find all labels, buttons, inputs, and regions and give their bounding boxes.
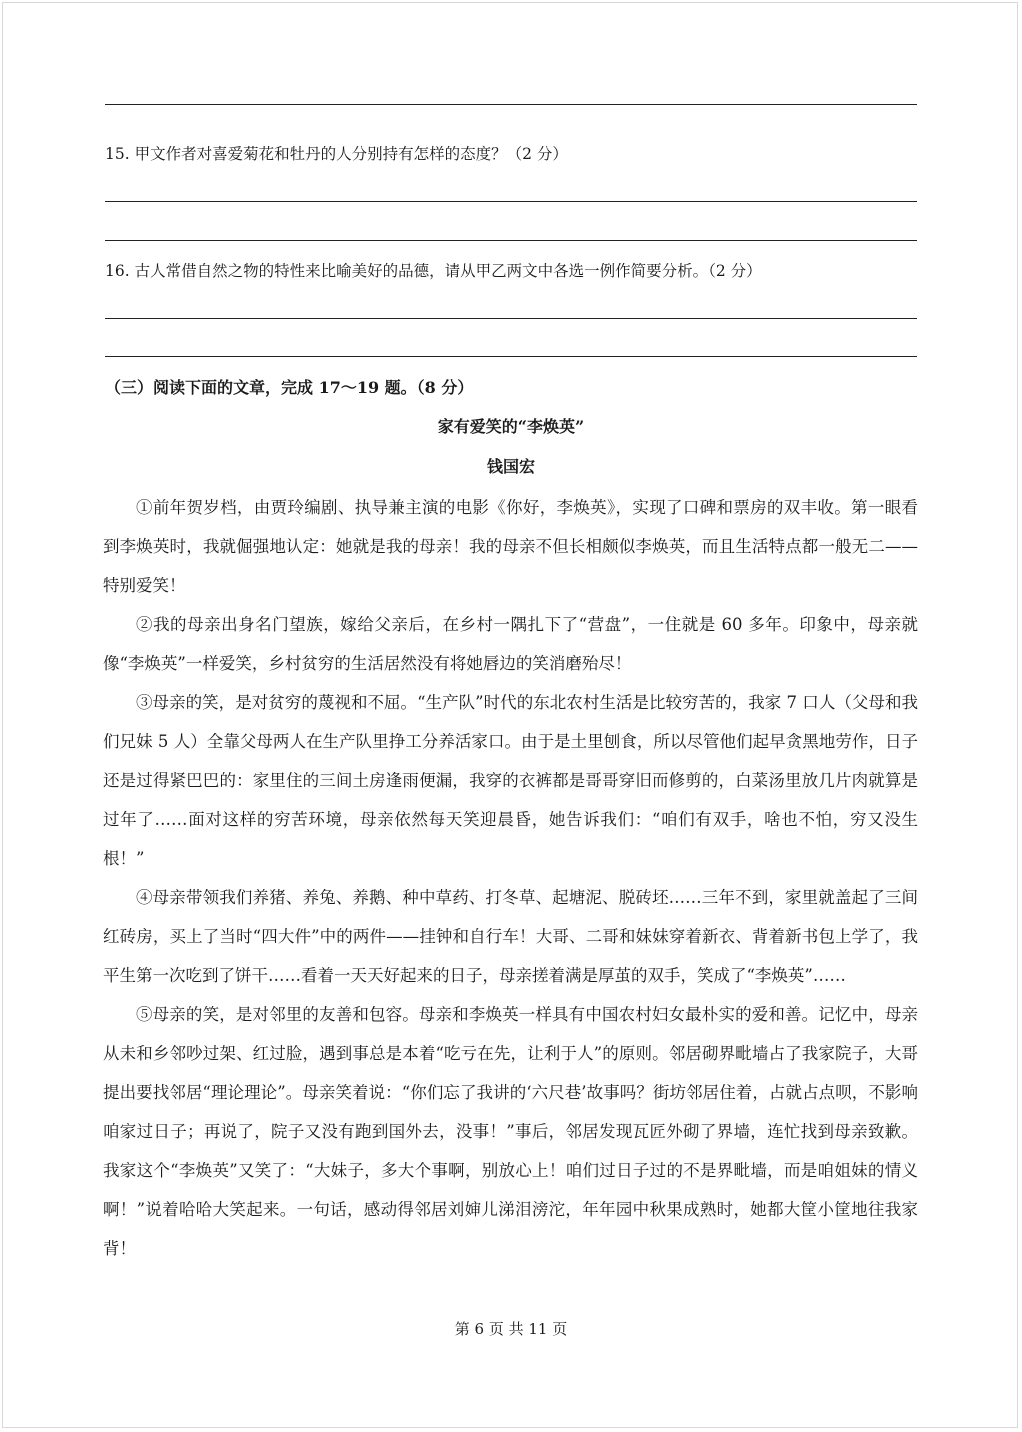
article-paragraph: ③母亲的笑，是对贫穷的蔑视和不屈。“生产队”时代的东北农村生活是比较穷苦的，我家 7 口人（父母和我们兄妹 5 人）全靠父母两人在生产队里挣工分养活家口。由于是土里刨食，所以尽管他们起早贪黑地劳作，日子还是过得紧巴巴的：家里住的三间土房逢雨便漏，我穿的衣裤都是哥哥穿旧而修剪的，白菜汤里放几片肉就算是过年了……面对这样的穷苦环境，母亲依然每天笑迎晨昏，她告诉我们：“咱们有双手，啥也不怕，穷又没生根！”: [103, 693, 918, 868]
answer-line: [105, 240, 917, 241]
article-author: 钱国宏: [486, 457, 535, 476]
answer-line: [105, 356, 917, 357]
article-title: 家有爱笑的“李焕英”: [437, 417, 585, 436]
article-paragraph: ②我的母亲出身名门望族，嫁给父亲后，在乡村一隅扎下了“营盘”，一住就是 60 多年。印象中，母亲就像“李焕英”一样爱笑，乡村贫穷的生活居然没有将她唇边的笑消磨殆尽！: [103, 615, 918, 673]
article-paragraph: ①前年贺岁档，由贾玲编剧、执导兼主演的电影《你好，李焕英》，实现了口碑和票房的双丰收。第一眼看到李焕英时，我就倔强地认定：她就是我的母亲！我的母亲不但长相颇似李焕英，而且生活特点都一般无二——特别爱笑！: [103, 498, 918, 595]
answer-line: [105, 201, 917, 202]
page-footer: 第 6 页 共 11 页: [454, 1320, 568, 1338]
question-15: 15. 甲文作者对喜爱菊花和牡丹的人分别持有怎样的态度？（2 分）: [105, 145, 568, 163]
section-heading: （三）阅读下面的文章，完成 17～19 题。（8 分）: [105, 378, 474, 397]
article-paragraph: ⑤母亲的笑，是对邻里的友善和包容。母亲和李焕英一样具有中国农村妇女最朴实的爱和善。记忆中，母亲从未和乡邻吵过架、红过脸，遇到事总是本着“吃亏在先，让利于人”的原则。邻居砌界毗墙占了我家院子，大哥提出要找邻居“理论理论”。母亲笑着说：“你们忘了我讲的‘六尺巷’故事吗？街坊邻居住着，占就占点呗，不影响咱家过日子；再说了，院子又没有跑到国外去，没事！”事后，邻居发现瓦匠外砌了界墙，连忙找到母亲致歉。我家这个“李焕英”又笑了：“大妹子，多大个事啊，别放心上！咱们过日子过的不是界毗墙，而是咱姐妹的情义啊！”说着哈哈大笑起来。一句话，感动得邻居刘婶儿涕泪滂沱，年年园中秋果成熟时，她都大筐小筐地往我家背！: [103, 1005, 918, 1258]
answer-line: [105, 318, 917, 319]
question-16: 16. 古人常借自然之物的特性来比喻美好的品德，请从甲乙两文中各选一例作简要分析。（2 分）: [105, 262, 762, 280]
answer-line: [105, 104, 917, 105]
article-paragraph: ④母亲带领我们养猪、养兔、养鹅、种中草药、打冬草、起塘泥、脱砖坯……三年不到，家里就盖起了三间红砖房，买上了当时“四大件”中的两件——挂钟和自行车！大哥、二哥和妹妹穿着新衣、背着新书包上学了，我平生第一次吃到了饼干……看着一天天好起来的日子，母亲搓着满是厚茧的双手，笑成了“李焕英”……: [103, 888, 918, 985]
article-body: [103, 488, 918, 1268]
